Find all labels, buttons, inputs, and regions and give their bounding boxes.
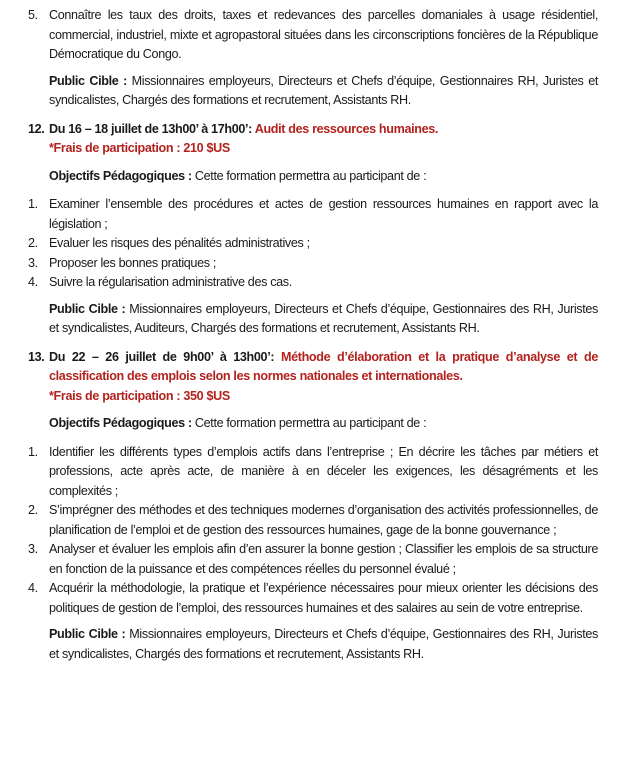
- section-fee: *Frais de participation : 210 $US: [49, 141, 230, 155]
- list-item-number: 4.: [28, 581, 38, 595]
- list-item: [28, 443, 598, 502]
- section-fee: *Frais de participation : 350 $US: [49, 388, 230, 403]
- public-cible-paragraph: [28, 625, 598, 664]
- objectifs-intro: Cette formation permettra au participant de :: [194, 416, 427, 430]
- list-item-number: 2.: [28, 503, 38, 517]
- list-item: [28, 6, 598, 65]
- list-item-text: Proposer les bonnes pratiques ;: [49, 255, 216, 270]
- list-item: [28, 234, 598, 254]
- objectifs-label: Objectifs Pédagogiques :: [49, 168, 192, 183]
- objectifs-intro: Cette formation permettra au participant de :: [194, 168, 427, 183]
- list-item-number: 2.: [28, 236, 38, 250]
- public-cible-paragraph: [28, 300, 598, 339]
- section-title: Audit des ressources humaines.: [254, 121, 439, 136]
- list-item-number: 5.: [28, 8, 38, 22]
- list-item: [28, 254, 598, 274]
- list-item-text: Analyser et évaluer les emplois afin d’en assurer la bonne gestion ; Classifier les emplois de sa structure en fonction de la puissance et des compétences réelles du personnel évalué ;: [49, 542, 598, 576]
- objectifs-line: [28, 414, 598, 434]
- list-item: [28, 540, 598, 579]
- public-cible-label: Public Cible :: [49, 73, 127, 88]
- list-item-text: S’imprégner des méthodes et des techniques modernes d’organisation des activités professionnelles, de planification de l’emploi et de gestion des ressources humaines, gage de la bonne gouvernance ;: [49, 503, 598, 537]
- section-number: 13.: [28, 349, 45, 364]
- public-cible-label: Public Cible :: [49, 627, 126, 641]
- list-item: [28, 501, 598, 540]
- section-number: 12.: [28, 121, 45, 136]
- objectifs-label: Objectifs Pédagogiques :: [49, 416, 192, 430]
- list-item-text: Evaluer les risques des pénalités administratives ;: [49, 236, 310, 250]
- list-item: [28, 579, 598, 618]
- list-item: [28, 195, 598, 234]
- list-item-text: Identifier les différents types d’emplois actifs dans l’entreprise ; En décrire les tâches par métiers et professions, acte après acte, de manière à en déceler les exigences, les désagréments et les complexités ;: [49, 444, 598, 498]
- list-item-number: 1.: [28, 197, 38, 211]
- list-item-number: 3.: [28, 542, 38, 556]
- list-item-number: 3.: [28, 255, 38, 270]
- list-item-number: 1.: [28, 444, 38, 459]
- section-date: Du 22 – 26 juillet de 9h00’ à 13h00’:: [49, 349, 275, 364]
- section-heading-13: [28, 348, 598, 407]
- section-title: Méthode d’élaboration et la pratique d’analyse et de classification des emplois selon les normes nationales et internationales.: [49, 349, 598, 383]
- public-cible-text: Missionnaires employeurs, Directeurs et Chefs d’équipe, Gestionnaires des RH, Juristes et syndicalistes, Auditeurs, Chargés des formations et recrutement, Assistants RH.: [49, 301, 598, 335]
- objectifs-line: [28, 167, 598, 187]
- list-item-text: Connaître les taux des droits, taxes et redevances des parcelles domaniales à usage résidentiel, commercial, industriel, mixte et agropastoral situées dans les circonscriptions foncières de la République Démocratique du Congo.: [49, 8, 598, 61]
- objectives-list-12: [28, 195, 598, 293]
- list-item-text: Examiner l’ensemble des procédures et actes de gestion ressources humaines en rapport avec la législation ;: [49, 197, 598, 231]
- public-cible-paragraph: [28, 72, 598, 111]
- top-objectives-list: [28, 6, 598, 65]
- list-item-text: Acquérir la méthodologie, la pratique et l’expérience nécessaires pour mieux orienter les décisions des politiques de gestion de l’emploi, des ressources humaines et des salaires au sein de votre entreprise.: [49, 581, 598, 615]
- public-cible-label: Public Cible :: [49, 301, 126, 316]
- public-cible-text: Missionnaires employeurs, Directeurs et Chefs d’équipe, Gestionnaires RH, Juristes et syndicalistes, Chargés des formations et recrutement, Assistants RH.: [49, 73, 598, 107]
- list-item-text: Suivre la régularisation administrative des cas.: [49, 275, 292, 289]
- list-item-number: 4.: [28, 275, 38, 289]
- section-date: Du 16 – 18 juillet de 13h00’ à 17h00’:: [49, 121, 253, 136]
- list-item: [28, 273, 598, 293]
- objectives-list-13: [28, 443, 598, 619]
- public-cible-text: Missionnaires employeurs, Directeurs et Chefs d’équipe, Gestionnaires des RH, Juristes et syndicalistes, Chargés des formations et recrutement, Assistants RH.: [49, 627, 598, 661]
- section-heading-12: [28, 120, 598, 159]
